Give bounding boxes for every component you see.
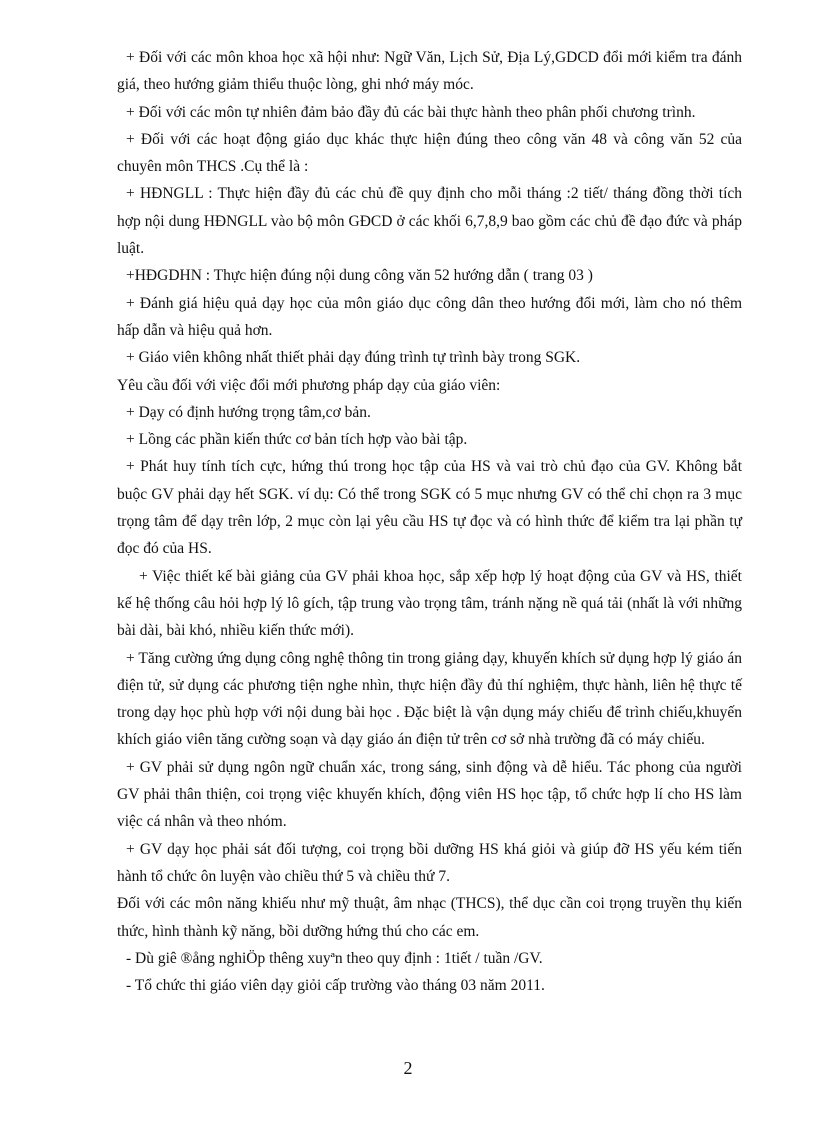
- paragraph-other-activities: + Đối với các hoạt động giáo dục khác thực hiện đúng theo công văn 48 và công văn 52 của chuyên môn THCS .Cụ thể là :: [117, 130, 742, 176]
- paragraph-evaluation: + Đánh giá hiệu quả dạy học của môn giáo dục công dân theo hướng đổi mới, làm cho nó thêm hấp dẫn và hiệu quả hơn.: [117, 294, 742, 339]
- paragraph-technology: + Tăng cường ứng dụng công nghệ thông tin trong giảng dạy, khuyến khích sử dụng hợp lý giáo án điện tử, sử dụng các phương tiện nghe nhìn, thực hiện đầy đủ thí nghiệm, thực hành, liên hệ thực tế trong dạy học phù hợp với nội dung bài học . Đặc biệt là vận dụng máy chiếu để trình chiếu,khuyến khích giáo viên tăng cường soạn và dạy giáo án điện tử trên cơ sở nhà trường đã có máy chiếu.: [117, 649, 742, 749]
- paragraph-lesson-design: + Việc thiết kế bài giảng của GV phải khoa học, sắp xếp hợp lý hoạt động của GV và HS, thiết kế hệ thống câu hỏi hợp lý lô gích, tập trung vào trọng tâm, tránh nặng nề quá tải (nhất là với những bài dài, bài khó, nhiều kiến thức mới).: [117, 567, 742, 640]
- paragraph-social-sciences: + Đối với các môn khoa học xã hội như: Ngữ Văn, Lịch Sử, Địa Lý,GDCD đổi mới kiểm tra đánh giá, theo hướng giảm thiểu thuộc lòng, ghi nhớ máy móc.: [117, 49, 742, 94]
- paragraph-student-targeting: + GV dạy học phải sát đối tượng, coi trọng bồi dưỡng HS khá giỏi và giúp đỡ HS yếu kém tiến hành tổ chức ôn luyện vào chiều thứ 5 và chiều thứ 7.: [117, 840, 742, 885]
- paragraph-active-learning: + Phát huy tính tích cực, hứng thú trong học tập của HS và vai trò chủ đạo của GV. Không bắt buộc GV phải dạy hết SGK. ví dụ: Có thể trong SGK có 5 mục nhưng GV có thể chỉ chọn ra 3 mục trọng tâm để dạy trên lớp, 2 mục còn lại yêu cầu HS tự đọc và có hình thức để kiểm tra lại phần tự đọc đó của HS.: [117, 458, 742, 558]
- paragraph-sgk-order: + Giáo viên không nhất thiết phải dạy đúng trình tự trình bày trong SGK.: [126, 349, 581, 367]
- paragraph-peer-observation: - Dù giê ®ång nghiÖp thêng xuyªn theo quy định : 1tiết / tuần /GV.: [126, 949, 543, 967]
- paragraph-focus: + Dạy có định hướng trọng tâm,cơ bản.: [126, 403, 371, 421]
- paragraph-talent-subjects: Đối với các môn năng khiếu như mỹ thuật, âm nhạc (THCS), thể dục cần coi trọng truyền thụ kiến thức, hình thành kỹ năng, bồi dưỡng hứng thú cho các em.: [117, 895, 742, 940]
- paragraph-integration: + Lồng các phần kiến thức cơ bản tích hợp vào bài tập.: [126, 431, 468, 449]
- paragraph-hdngll: + HĐNGLL : Thực hiện đầy đủ các chủ đề quy định cho mỗi tháng :2 tiết/ tháng đồng thời tích hợp nội dung HĐNGLL vào bộ môn GĐCD ở các khối 6,7,8,9 bao gồm các chủ đề đạo đức và pháp luật.: [117, 185, 742, 258]
- page-number: 2: [403, 1058, 413, 1078]
- paragraph-language: + GV phải sử dụng ngôn ngữ chuẩn xác, trong sáng, sinh động và dễ hiểu. Tác phong của người GV phải thân thiện, coi trọng việc khuyến khích, động viên HS học tập, tổ chức hợp lí cho HS làm việc cá nhân và theo nhóm.: [117, 758, 742, 831]
- paragraph-hdgdhn: +HĐGDHN : Thực hiện đúng nội dung công văn 52 hướng dẫn ( trang 03 ): [126, 267, 593, 285]
- paragraph-teacher-contest: - Tổ chức thi giáo viên dạy giỏi cấp trường vào tháng 03 năm 2011.: [126, 977, 545, 995]
- document-body: [117, 44, 742, 999]
- paragraph-requirements-heading: Yêu cầu đối với việc đổi mới phương pháp dạy của giáo viên:: [117, 376, 501, 394]
- paragraph-natural-sciences: + Đối với các môn tự nhiên đảm bảo đầy đủ các bài thực hành theo phân phối chương trình.: [126, 103, 696, 121]
